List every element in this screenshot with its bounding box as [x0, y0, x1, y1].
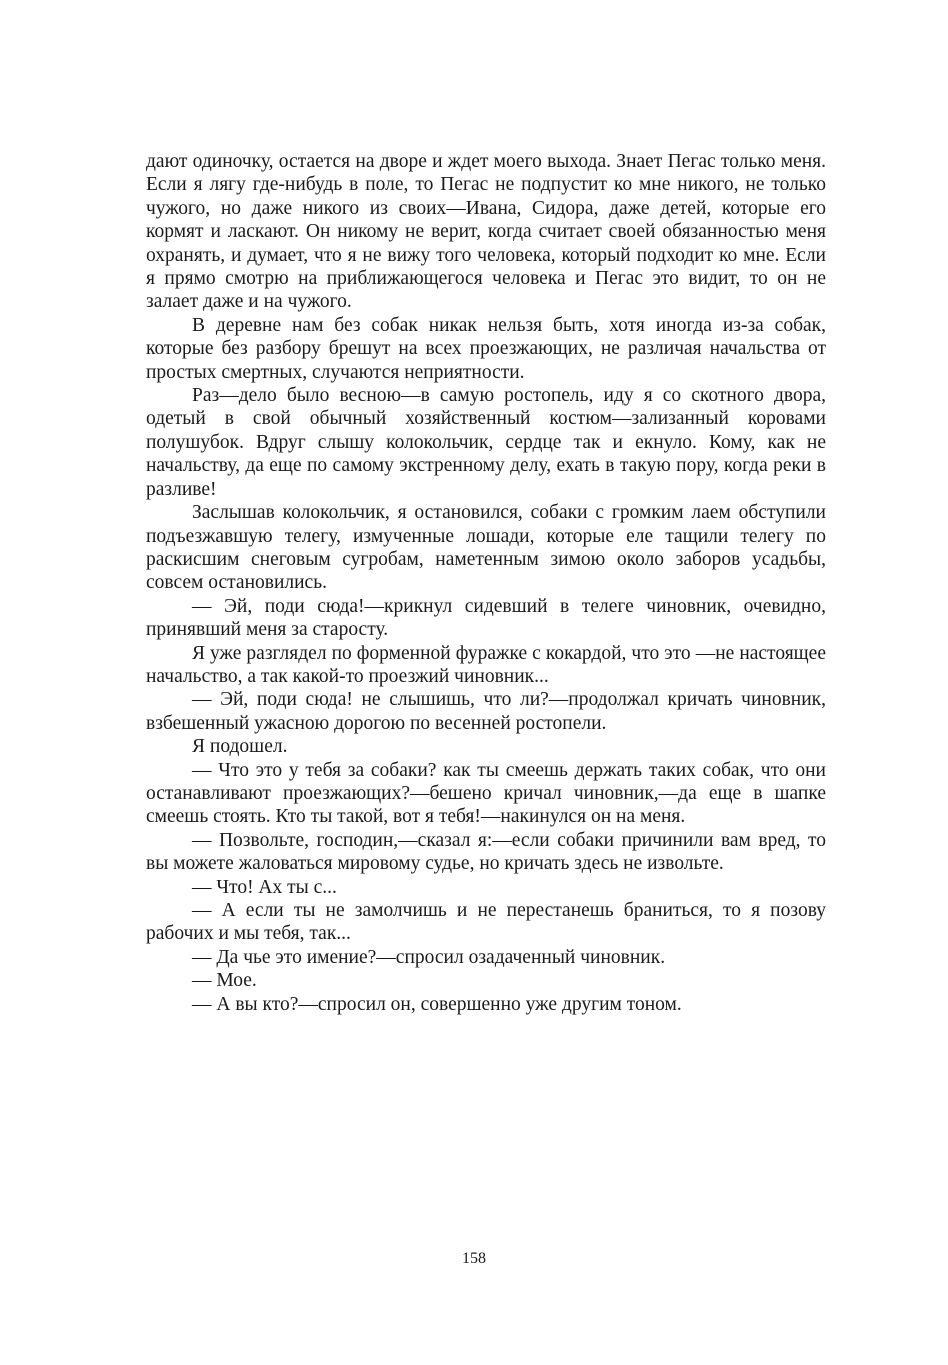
dialogue-line: — А если ты не замолчишь и не перестанешь браниться, то я позову рабочих и мы тебя, так...: [146, 900, 826, 945]
paragraph-continued: дают одиночку, остается на дворе и ждет моего выхода. Знает Пегас только меня. Если я лягу где-нибудь в поле, то Пегас не подпустит ко мне никого, не только чужого, но даже никого из своих—Ивана, Сидора, даже детей, которые его кормят и ласкают. Он никому не верит, когда считает своей обязанностью меня охранять, и думает, что я не вижу того человека, который подходит ко мне. Если я прямо смотрю на приближающегося человека и Пегас это видит, то он не залает даже и на чужого.: [146, 151, 826, 313]
paragraph: Я подошел.: [192, 736, 288, 758]
paragraph: Раз—дело было весною—в самую ростопель, иду я со скотного двора, одетый в свой обычный хозяйственный костюм—зализанный коровами полушубок. Вдруг слышу колокольчик, сердце так и екнуло. Кому, как не начальству, да еще по самому экстренному делу, ехать в такую пору, когда реки в разливе!: [146, 385, 826, 500]
dialogue-line: — Эй, поди сюда!—крикнул сидевший в телеге чиновник, очевидно, принявший меня за старосту.: [146, 595, 826, 641]
paragraph: В деревне нам без собак никак нельзя быть, хотя иногда из-за собак, которые без разбору брешут на всех проезжающих, не различая начальства от простых смертных, случаются неприятности.: [146, 314, 826, 383]
page-number: 158: [462, 1250, 486, 1267]
body-text: [146, 150, 826, 1016]
paragraph: Заслышав колокольчик, я остановился, собаки с громким лаем обступили подъезжавшую телегу, измученные лошади, которые еле тащили телегу по раскисшим снеговым сугробам, наметенным зимою около заборов усадьбы, совсем остановились.: [146, 502, 826, 594]
dialogue-line: — Эй, поди сюда! не слышишь, что ли?—продолжал кричать чиновник, взбешенный ужасною дорогою по весенней ростопели.: [146, 689, 826, 734]
paragraph: Я уже разглядел по форменной фуражке с кокардой, что это —не настоящее начальство, а так какой-то проезжий чиновник...: [146, 642, 826, 687]
dialogue-line: — Да чье это имение?—спросил озадаченный чиновник.: [192, 946, 666, 968]
dialogue-line: — А вы кто?—спросил он, совершенно уже другим тоном.: [192, 993, 682, 1015]
dialogue-line: — Что! Ах ты с...: [192, 876, 337, 898]
dialogue-line: — Что это у тебя за собаки? как ты смеешь держать таких собак, что они останавливают проезжающих?—бешено кричал чиновник,—да еще в шапке смеешь стоять. Кто ты такой, вот я тебя!—накинулся он на меня.: [146, 759, 826, 828]
dialogue-line: — Позвольте, господин,—сказал я:—если собаки причинили вам вред, то вы можете жаловаться мировому судье, но кричать здесь не извольте.: [146, 829, 826, 875]
dialogue-line: — Мое.: [192, 970, 257, 992]
